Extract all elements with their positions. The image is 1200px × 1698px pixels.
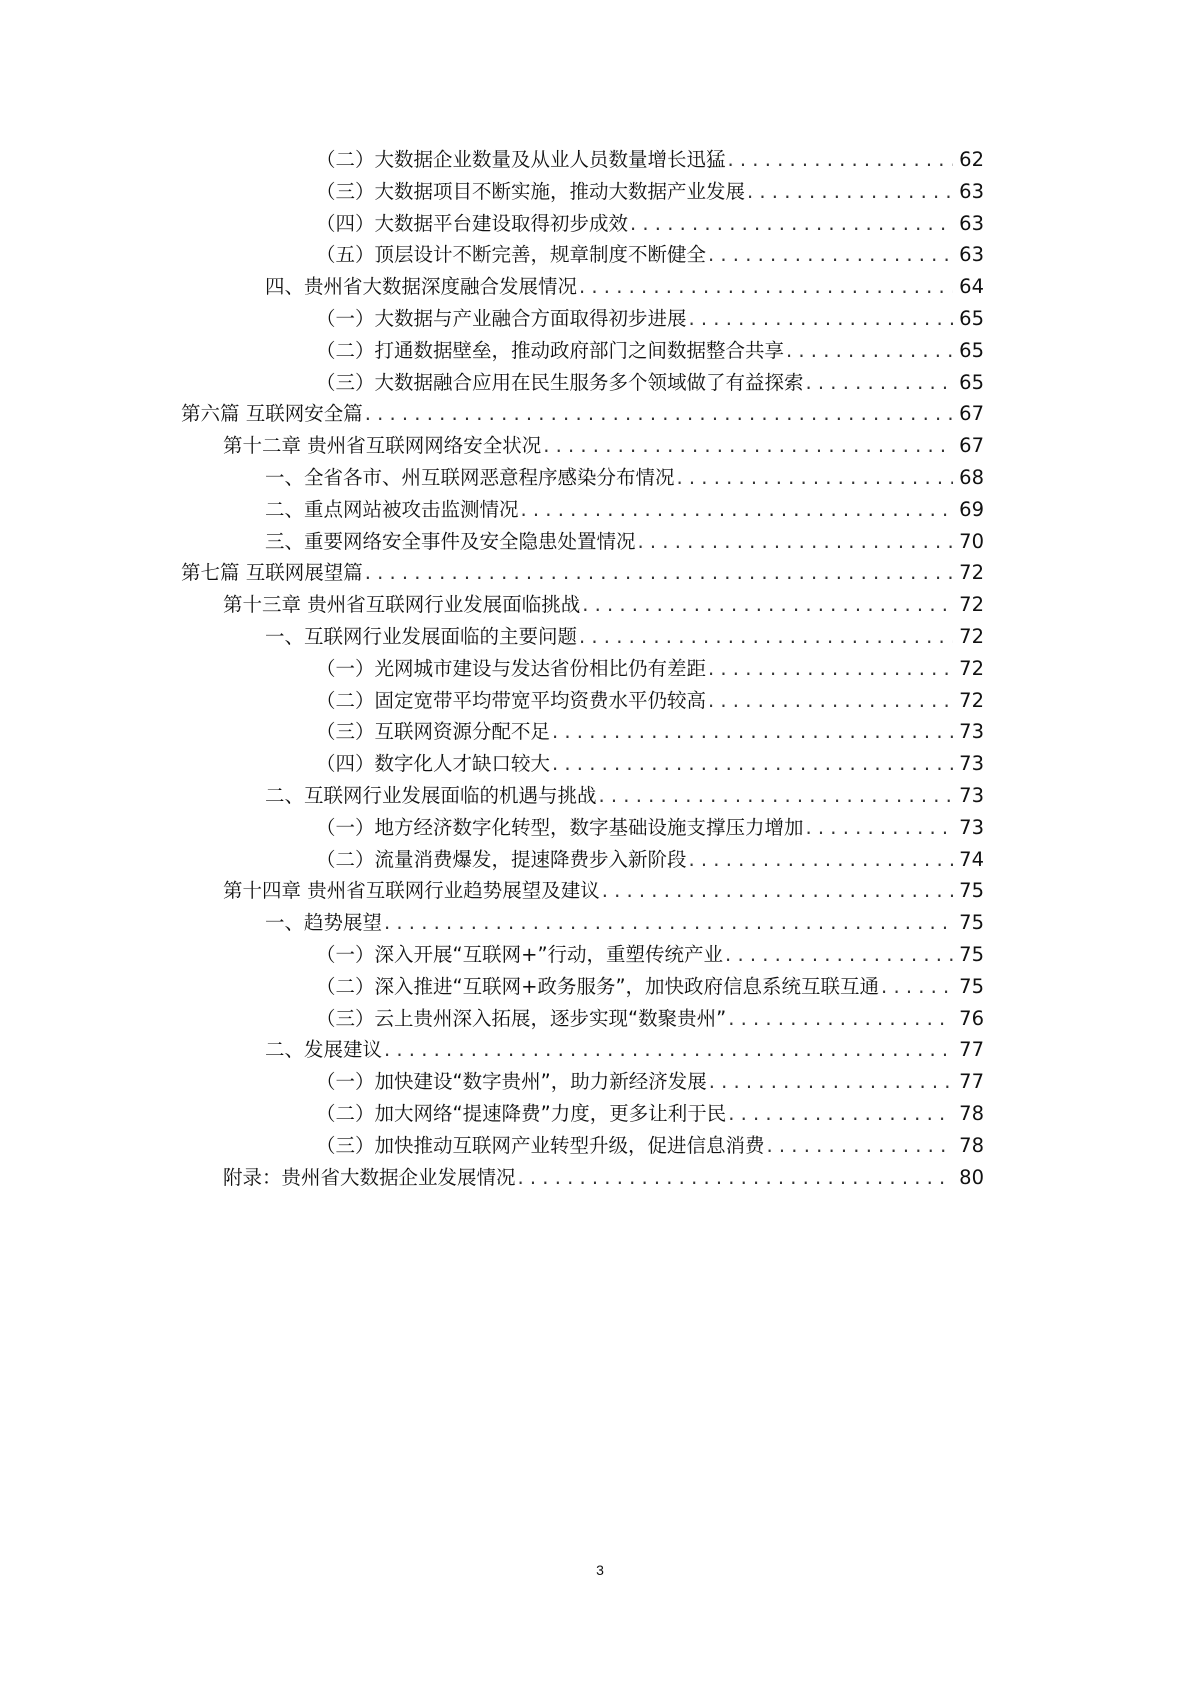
toc-entry-title: 第十四章 贵州省互联网行业趋势展望及建议 [223,879,600,903]
dot-leader [709,1066,953,1098]
toc-page-number: 72 [959,561,984,585]
toc-entry[interactable] [0,589,1200,621]
toc-entry-title: （三）互联网资源分配不足 [316,720,551,744]
toc-entry-content [316,144,984,176]
toc-entry-title: （五）顶层设计不断完善，规章制度不断健全 [316,243,707,267]
dot-leader [638,526,954,558]
toc-entry-content [316,812,984,844]
toc-entry-content [265,907,984,939]
dot-leader [689,844,954,876]
toc-entry-title: （三）大数据项目不断实施，推动大数据产业发展 [316,179,746,203]
toc-page-number: 77 [959,1038,984,1062]
toc-entry-content [316,685,984,717]
toc-entry-title: 四、贵州省大数据深度融合发展情况 [265,275,578,299]
toc-entry-title: （二）大数据企业数量及从业人员数量增长迅猛 [316,148,726,171]
toc-page-number: 78 [959,1101,984,1125]
toc-entry-title: （一）大数据与产业融合方面取得初步进展 [316,306,687,330]
toc-page-number: 78 [959,1133,984,1157]
toc-entry[interactable] [0,1130,1200,1162]
toc-page-number: 74 [959,847,984,871]
toc-entry-content [316,208,984,240]
toc-entry-title: （三）大数据融合应用在民生服务多个领域做了有益探索 [316,370,804,394]
dot-leader [582,589,953,621]
toc-entry[interactable] [0,1003,1200,1035]
page-number: 3 [596,1562,604,1578]
toc-entry-content [316,748,984,780]
toc-entry-content [181,557,984,589]
toc-page-number: 77 [959,1070,984,1094]
toc-page-number: 63 [959,211,984,235]
toc-entry-content [316,971,984,1003]
toc-entry-content [316,335,984,367]
toc-entry[interactable] [0,875,1200,907]
toc-entry-content [265,526,984,558]
dot-leader [725,939,953,971]
toc-page-number: 75 [959,942,984,966]
toc-entry[interactable] [0,1162,1200,1194]
toc-entry[interactable] [0,812,1200,844]
toc-page-number: 72 [959,688,984,712]
toc-entry-content [265,780,984,812]
toc-entry-content [265,462,984,494]
toc-entry[interactable] [0,557,1200,589]
toc-entry-title: （一）深入开展“互联网+”行动，重塑传统产业 [316,942,724,966]
toc-entry-title: （一）光网城市建设与发达省份相比仍有差距 [316,656,707,680]
toc-entry[interactable] [0,462,1200,494]
toc-page-number: 65 [959,338,984,362]
toc-entry[interactable] [0,303,1200,335]
toc-entry-content [265,494,984,526]
toc-entry-title: 附录：贵州省大数据企业发展情况 [223,1165,516,1189]
toc-entry-content [316,716,984,748]
toc-entry[interactable] [0,494,1200,526]
toc-page-number: 73 [959,783,984,807]
toc-page-number: 80 [959,1165,984,1189]
dot-leader [677,462,954,494]
dot-leader [518,1162,954,1194]
dot-leader [708,685,953,717]
toc-page-number: 75 [959,911,984,935]
toc-entry-content [316,303,984,335]
toc-page-number: 75 [959,974,984,998]
toc-entry-title: 第六篇 互联网安全篇 [181,402,363,426]
dot-leader [602,875,953,907]
toc-entry-content [316,939,984,971]
toc-entry-title: （四）数字化人才缺口较大 [316,752,551,776]
toc-entry-content [316,1130,984,1162]
toc-entry-content [316,844,984,876]
toc-entry-content [316,239,984,271]
toc-page-number: 75 [959,879,984,903]
toc-entry[interactable] [0,1034,1200,1066]
toc-entry-content [223,875,984,907]
toc-entry[interactable] [0,335,1200,367]
toc-entry[interactable] [0,367,1200,399]
dot-leader [384,1034,953,1066]
toc-entry-title: （一）地方经济数字化转型，数字基础设施支撑压力增加 [316,815,804,839]
toc-page-number: 65 [959,306,984,330]
toc-page-number: 63 [959,243,984,267]
dot-leader [579,271,953,303]
toc-page-number: 69 [959,497,984,521]
toc-entry[interactable] [0,430,1200,462]
toc-entry-title: 第十二章 贵州省互联网网络安全状况 [223,434,542,458]
toc-entry[interactable] [0,907,1200,939]
dot-leader [806,812,954,844]
toc-entry-title: 三、重要网络安全事件及安全隐患处置情况 [265,529,636,553]
toc-page-number: 73 [959,720,984,744]
dot-leader [552,748,953,780]
dot-leader [728,1003,953,1035]
dot-leader [767,1130,954,1162]
toc-entry-title: 一、趋势展望 [265,911,383,935]
toc-entry-content [223,1162,984,1194]
toc-entry[interactable] [0,271,1200,303]
dot-leader [806,367,954,399]
toc-entry[interactable] [0,939,1200,971]
toc-page-number: 62 [959,148,984,171]
toc-entry-title: （二）深入推进“互联网+政务服务”，加快政府信息系统互联互通 [316,974,880,998]
dot-leader [630,208,953,240]
toc-page-number: 64 [959,275,984,299]
toc-entry-content [265,621,984,653]
toc-entry[interactable] [0,239,1200,271]
toc-page-number: 63 [959,179,984,203]
dot-leader [881,971,953,1003]
toc-entry-content [223,430,984,462]
toc-entry-content [316,367,984,399]
toc-entry-title: （四）大数据平台建设取得初步成效 [316,211,629,235]
toc-entry-title: （二）流量消费爆发，提速降费步入新阶段 [316,847,687,871]
toc-page-number: 68 [959,465,984,489]
toc-entry-content [265,1034,984,1066]
toc-entry-title: （三）加快推动互联网产业转型升级，促进信息消费 [316,1133,765,1157]
toc-page-number: 70 [959,529,984,553]
toc-entry[interactable] [0,971,1200,1003]
dot-leader [708,653,953,685]
toc-entry-title: （二）固定宽带平均带宽平均资费水平仍较高 [316,688,707,712]
dot-leader [384,907,953,939]
toc-entry-title: 第十三章 贵州省互联网行业发展面临挑战 [223,593,581,617]
dot-leader [599,780,954,812]
toc-page-number: 76 [959,1006,984,1030]
toc-entry[interactable] [0,621,1200,653]
toc-page-number: 73 [959,815,984,839]
toc-entry-title: 二、发展建议 [265,1038,383,1062]
dot-leader [747,176,953,208]
toc-entry[interactable] [0,526,1200,558]
toc-entry-title: 二、互联网行业发展面临的机遇与挑战 [265,783,597,807]
toc-entry-title: 第七篇 互联网展望篇 [181,561,363,585]
toc-page-number: 67 [959,434,984,458]
dot-leader [579,621,953,653]
toc-entry-title: 一、全省各市、州互联网恶意程序感染分布情况 [265,465,675,489]
toc-entry-content [316,1066,984,1098]
toc-page-number: 67 [959,402,984,426]
toc-entry-content [223,589,984,621]
dot-leader [365,398,953,430]
toc-entry-content [316,1003,984,1035]
toc-entry[interactable] [0,653,1200,685]
toc-entry[interactable] [0,1066,1200,1098]
toc-entry[interactable] [0,780,1200,812]
dot-leader [365,557,953,589]
toc-page-number: 65 [959,370,984,394]
toc-entry-title: 一、互联网行业发展面临的主要问题 [265,624,578,648]
table-of-contents [0,144,1200,1193]
dot-leader [543,430,953,462]
toc-entry-content [181,398,984,430]
toc-page-number: 72 [959,624,984,648]
toc-entry[interactable] [0,844,1200,876]
toc-entry[interactable] [0,716,1200,748]
toc-entry[interactable] [0,144,1200,176]
dot-leader [708,239,953,271]
toc-entry[interactable] [0,398,1200,430]
toc-page-number: 72 [959,593,984,617]
dot-leader [689,303,954,335]
toc-entry[interactable] [0,176,1200,208]
toc-entry-title: 二、重点网站被攻击监测情况 [265,497,519,521]
toc-entry-content [316,1098,984,1130]
toc-entry-title: （二）加大网络“提速降费”力度，更多让利于民 [316,1101,727,1125]
toc-entry-title: （一）加快建设“数字贵州”，助力新经济发展 [316,1070,707,1094]
toc-entry[interactable] [0,748,1200,780]
dot-leader [728,144,954,176]
toc-entry[interactable] [0,208,1200,240]
toc-entry-content [316,176,984,208]
toc-page-number: 73 [959,752,984,776]
toc-entry-title: （三）云上贵州深入拓展，逐步实现“数聚贵州” [316,1006,727,1030]
dot-leader [786,335,953,367]
toc-entry-content [316,653,984,685]
toc-entry[interactable] [0,685,1200,717]
dot-leader [521,494,954,526]
toc-entry-title: （二）打通数据壁垒，推动政府部门之间数据整合共享 [316,338,785,362]
dot-leader [552,716,953,748]
toc-entry-content [265,271,984,303]
dot-leader [728,1098,953,1130]
toc-page-number: 72 [959,656,984,680]
toc-entry[interactable] [0,1098,1200,1130]
